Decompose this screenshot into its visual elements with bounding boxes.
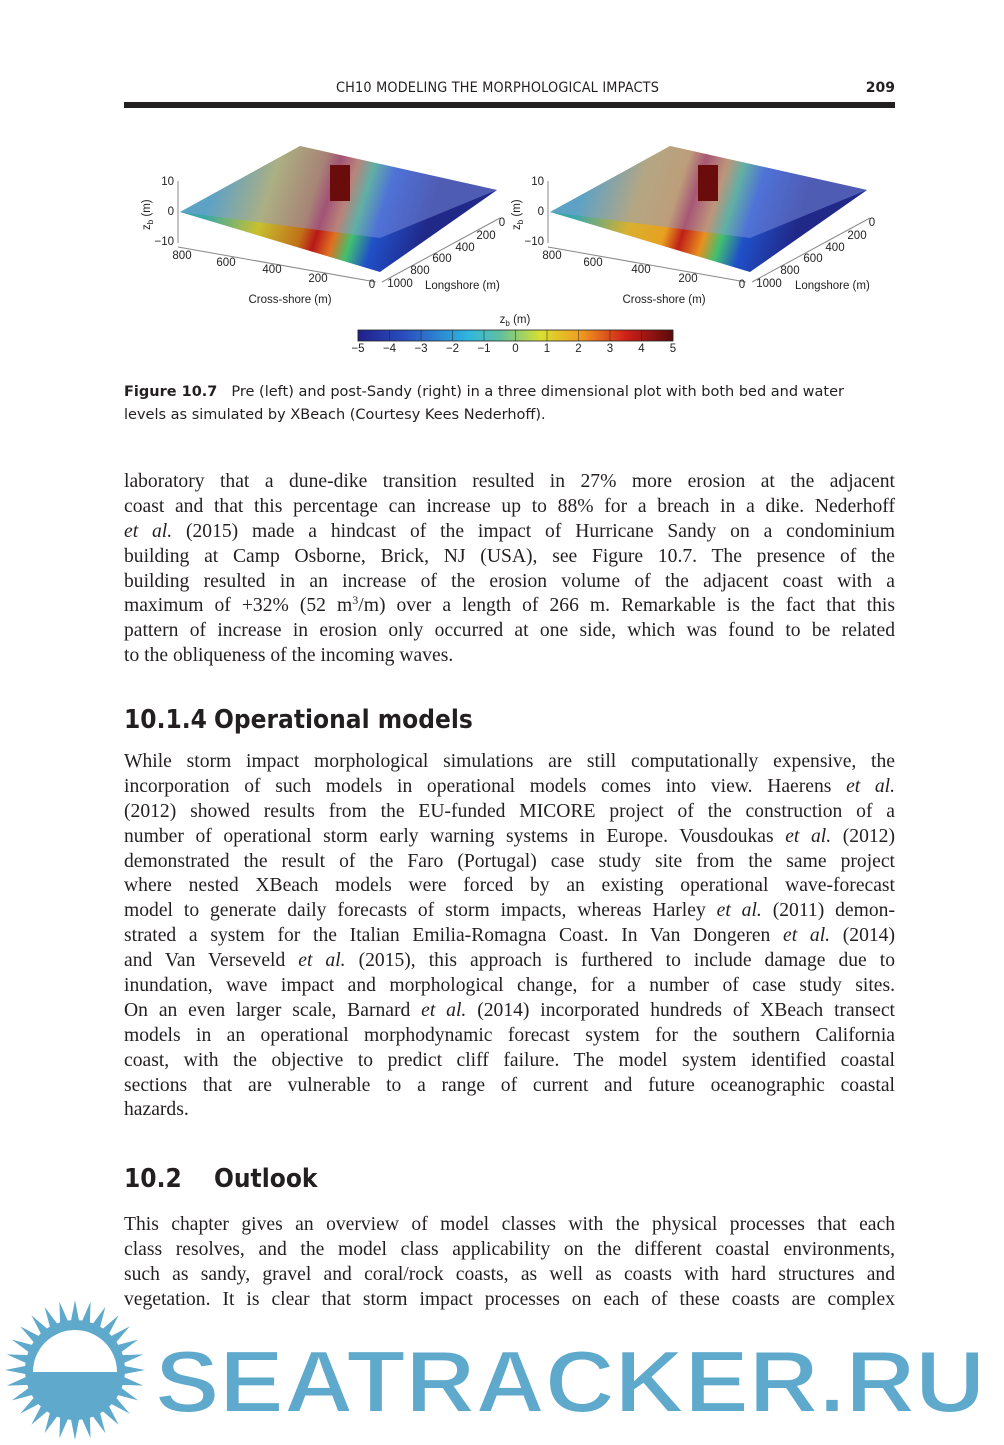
longshore-label: Longshore (m) <box>795 280 870 292</box>
text-segment: such as sandy, gravel and coral/rock coasts, as well as coasts with hard structures and <box>124 1263 895 1285</box>
building <box>330 165 350 201</box>
watermark-logo <box>0 1300 1004 1440</box>
section-title: Outlook <box>214 1164 318 1194</box>
text-segment: (2014) incorporated hundreds of XBeach transect <box>466 999 895 1021</box>
text-line <box>124 775 895 800</box>
header-rule <box>124 102 895 108</box>
longshore-label: Longshore (m) <box>425 280 500 292</box>
text-segment: laboratory that a dune-dike transition resulted in 27% more erosion at the adjacent <box>124 471 895 492</box>
text-segment: demonstrated the result of the Faro (Portugal) case study site from the same project <box>124 850 895 872</box>
text-line <box>124 644 895 669</box>
long-tick: 400 <box>455 242 475 254</box>
text-segment: (2011) demon- <box>761 900 895 922</box>
cross-tick: 600 <box>583 257 603 269</box>
text-line <box>124 899 895 924</box>
body-paragraph <box>124 1213 895 1313</box>
colorbar-tick-label: −1 <box>477 343 491 355</box>
italic-text: et al. <box>124 520 173 542</box>
italic-text: et al. <box>783 925 831 947</box>
text-segment: number of operational storm early warning systems in Europe. Vousdoukas <box>124 825 786 847</box>
cross-tick: 800 <box>172 250 192 262</box>
text-line <box>124 619 895 644</box>
cross-tick: 200 <box>678 273 698 285</box>
text-segment: vegetation. It is clear that storm impact processes on each of these coasts are complex <box>124 1288 895 1310</box>
text-segment: /m) over a length of 266 m. Remarkable is the fact that this <box>358 595 895 617</box>
text-segment: coast, with the objective to predict cliff failure. The model system identified coastal <box>124 1049 895 1071</box>
text-line <box>124 520 895 545</box>
colorbar-tick-label: 1 <box>543 343 551 355</box>
figure-caption <box>124 381 895 427</box>
running-head <box>124 80 895 100</box>
cross-shore-label: Cross-shore (m) <box>622 294 706 306</box>
text-segment: where nested XBeach models were forced by an existing operational wave-forecast <box>124 875 895 897</box>
text-line <box>124 874 895 899</box>
text-line <box>124 999 895 1024</box>
long-tick: 0 <box>868 217 876 229</box>
text-line <box>124 1049 895 1074</box>
long-tick: 600 <box>803 253 823 265</box>
long-tick: 600 <box>432 253 452 265</box>
text-line <box>124 850 895 875</box>
text-segment: incorporation of such models in operational models comes into view. Haerens <box>124 775 847 797</box>
z-axis-label: $z_b$ (m) <box>141 199 155 230</box>
figure-3d-plots <box>124 140 904 365</box>
section-title: Operational models <box>214 705 473 735</box>
text-line <box>124 470 895 495</box>
text-segment: coast and that this percentage can increase up to 88% for a breach in a dike. Nederhoff <box>124 495 895 517</box>
watermark-text: SEATRACKER.RU <box>155 1332 985 1431</box>
italic-text: et al. <box>421 999 467 1021</box>
colorbar-tick-label: 4 <box>638 343 645 355</box>
cross-tick: 0 <box>368 279 376 291</box>
z-tick: −10 <box>524 236 544 248</box>
text-line <box>124 1263 895 1288</box>
text-segment: models in an operational morphodynamic forecast system for the southern California <box>124 1024 895 1046</box>
text-line <box>124 545 895 570</box>
section-number: 10.1.4 <box>124 705 207 735</box>
figure-10-7 <box>124 140 904 365</box>
text-segment: (2014) <box>830 925 895 947</box>
text-line <box>124 1238 895 1263</box>
colorbar-tick-label: −3 <box>414 343 428 355</box>
page-number: 209 <box>865 80 895 96</box>
italic-text: et al. <box>785 825 832 847</box>
text-segment: strated a system for the Italian Emilia-Romagna Coast. In Van Dongeren <box>124 925 784 947</box>
section-heading <box>124 705 473 735</box>
text-segment: building resulted in an increase of the erosion volume of the adjacent coast with a <box>124 570 895 592</box>
caption-text: Pre (left) and post-Sandy (right) in a three dimensional plot with both bed and water <box>231 384 844 400</box>
text-line <box>124 750 895 775</box>
cross-tick: 800 <box>542 250 562 262</box>
watermark <box>0 1300 1004 1440</box>
superscript: 3 <box>352 593 359 608</box>
text-line <box>124 974 895 999</box>
text-line <box>124 1024 895 1049</box>
long-tick: 1000 <box>756 278 782 290</box>
long-tick: 400 <box>825 242 845 254</box>
italic-text: et al. <box>716 900 762 922</box>
text-segment: sections that are vulnerable to a range of current and future oceanographic coastal <box>124 1074 895 1096</box>
caption-text: levels as simulated by XBeach (Courtesy Kees Nederhoff). <box>124 407 546 423</box>
long-tick: 0 <box>498 217 506 229</box>
text-segment: On an even larger scale, Barnard <box>124 999 422 1021</box>
text-segment: pattern of increase in erosion only occurred at one side, which was found to be related <box>124 620 895 642</box>
sun-icon <box>5 1300 145 1440</box>
cross-tick: 400 <box>262 264 282 276</box>
z-tick: 10 <box>531 176 544 188</box>
text-segment: to the obliqueness of the incoming waves. <box>124 645 454 667</box>
text-segment: (2015), this approach is furthered to include damage due to <box>345 950 895 972</box>
colorbar-label: $z_b$ (m) <box>499 314 531 328</box>
long-tick: 800 <box>410 265 430 277</box>
colorbar-tick-label: 5 <box>669 343 677 355</box>
long-tick: 200 <box>847 230 867 242</box>
text-segment: (2012) <box>831 825 895 847</box>
text-segment: and Van Verseveld <box>124 950 299 972</box>
text-line <box>124 800 895 825</box>
text-line <box>124 495 895 520</box>
z-tick: 10 <box>161 176 174 188</box>
text-line <box>124 924 895 949</box>
text-segment: (2015) made a hindcast of the impact of Hurricane Sandy on a condominium <box>172 520 895 542</box>
text-segment: hazards. <box>124 1099 189 1121</box>
cross-tick: 200 <box>308 273 328 285</box>
cross-tick: 400 <box>631 264 651 276</box>
colorbar-tick-label: 0 <box>512 343 519 355</box>
colorbar-tick-label: −2 <box>445 343 460 355</box>
z-tick: 0 <box>537 206 544 218</box>
body-paragraph <box>124 470 895 669</box>
z-axis-label: $z_b$ (m) <box>511 199 525 230</box>
text-line <box>124 1074 895 1099</box>
colorbar-tick-label: 3 <box>606 343 614 355</box>
long-tick: 800 <box>780 265 800 277</box>
text-segment: (2012) showed results from the EU-funded MICORE project of the construction of a <box>124 800 895 822</box>
text-segment: This chapter gives an overview of model classes with the physical processes that each <box>124 1214 895 1235</box>
text-line <box>124 949 895 974</box>
text-segment: inundation, wave impact and morphological change, for a number of case study sites. <box>124 975 895 997</box>
running-title: CH10 MODELING THE MORPHOLOGICAL IMPACTS <box>336 80 660 96</box>
italic-text: et al. <box>298 950 346 972</box>
long-tick: 200 <box>476 230 496 242</box>
long-tick: 1000 <box>387 278 413 290</box>
text-segment: class resolves, and the model class applicability on the different coastal environments, <box>124 1238 895 1260</box>
colorbar-tick-label: 2 <box>575 343 582 355</box>
colorbar-tick-label: −5 <box>351 343 365 355</box>
text-line <box>124 570 895 595</box>
text-segment: building at Camp Osborne, Brick, NJ (USA), see Figure 10.7. The presence of the <box>124 545 895 567</box>
text-segment: maximum of +32% (52 m <box>124 595 353 617</box>
section-heading <box>124 1164 317 1194</box>
text-segment: model to generate daily forecasts of storm impacts, whereas Harley <box>124 900 717 922</box>
section-number: 10.2 <box>124 1164 182 1194</box>
cross-shore-label: Cross-shore (m) <box>248 294 332 306</box>
building <box>698 165 718 201</box>
text-line <box>124 1213 895 1238</box>
cross-tick: 0 <box>738 279 746 291</box>
colorbar-tick-label: −4 <box>382 343 397 355</box>
text-line <box>124 825 895 850</box>
text-line <box>124 594 895 619</box>
text-segment: While storm impact morphological simulations are still computationally expensive, the <box>124 751 895 772</box>
caption-label: Figure 10.7 <box>124 384 218 400</box>
text-line <box>124 1098 895 1123</box>
z-tick: −10 <box>154 236 174 248</box>
cross-tick: 600 <box>216 257 236 269</box>
italic-text: et al. <box>846 775 896 797</box>
z-tick: 0 <box>167 206 174 218</box>
body-paragraph <box>124 750 895 1123</box>
